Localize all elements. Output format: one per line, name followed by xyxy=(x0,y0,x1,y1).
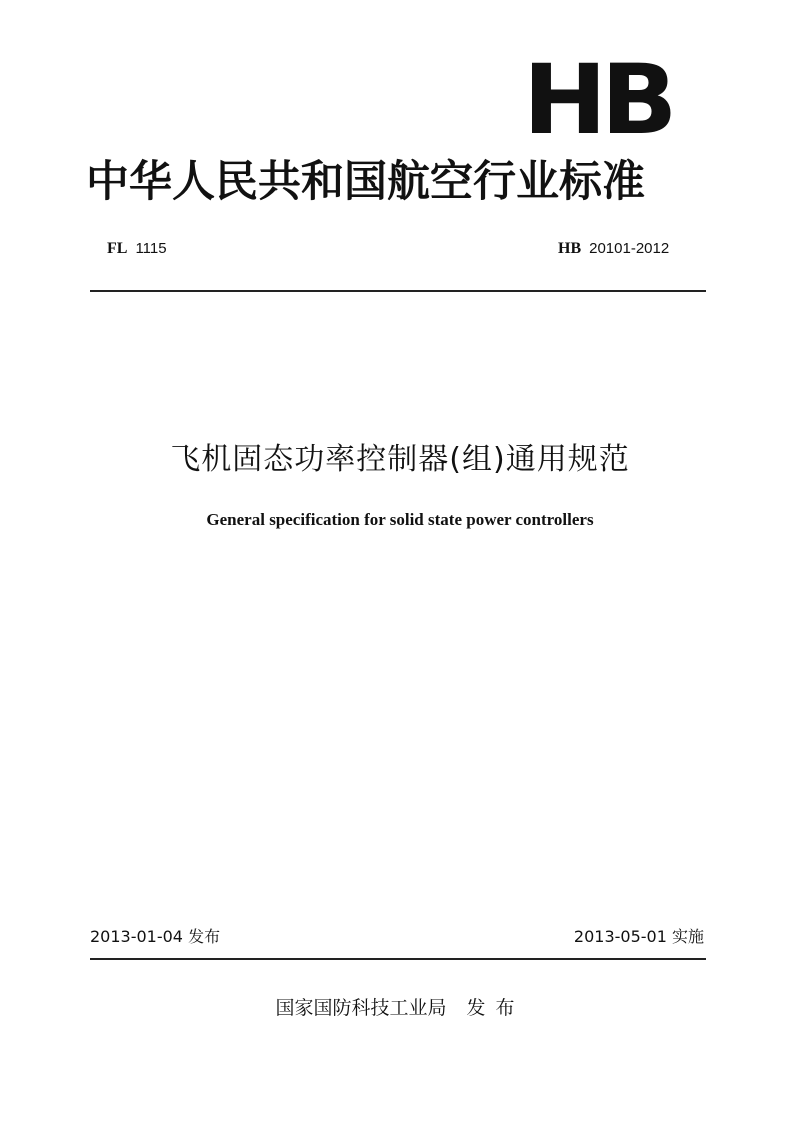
issue-date: 2013-01-04 发布 xyxy=(90,927,221,946)
standard-number-value: 20101-2012 xyxy=(589,240,670,257)
publisher-line xyxy=(0,995,800,1021)
publisher-name: 国家国防科技工业局 xyxy=(275,997,447,1019)
top-divider xyxy=(90,290,706,292)
publisher-action: 发布 xyxy=(466,997,525,1019)
document-title-cn: 飞机固态功率控制器(组)通用规范 xyxy=(170,442,630,477)
standard-number xyxy=(558,238,669,260)
classification-number: 1115 xyxy=(135,240,167,257)
standard-category-title: 中华人民共和国航空行业标准 xyxy=(86,157,645,207)
effective-date: 2013-05-01 实施 xyxy=(573,927,704,946)
bottom-divider xyxy=(90,958,706,960)
classification-code xyxy=(107,238,167,260)
document-title-en: General specification for solid state power controllers xyxy=(206,510,594,529)
hb-logo: HB xyxy=(522,44,672,156)
standard-prefix: HB xyxy=(558,240,582,257)
classification-prefix: FL xyxy=(107,240,128,257)
